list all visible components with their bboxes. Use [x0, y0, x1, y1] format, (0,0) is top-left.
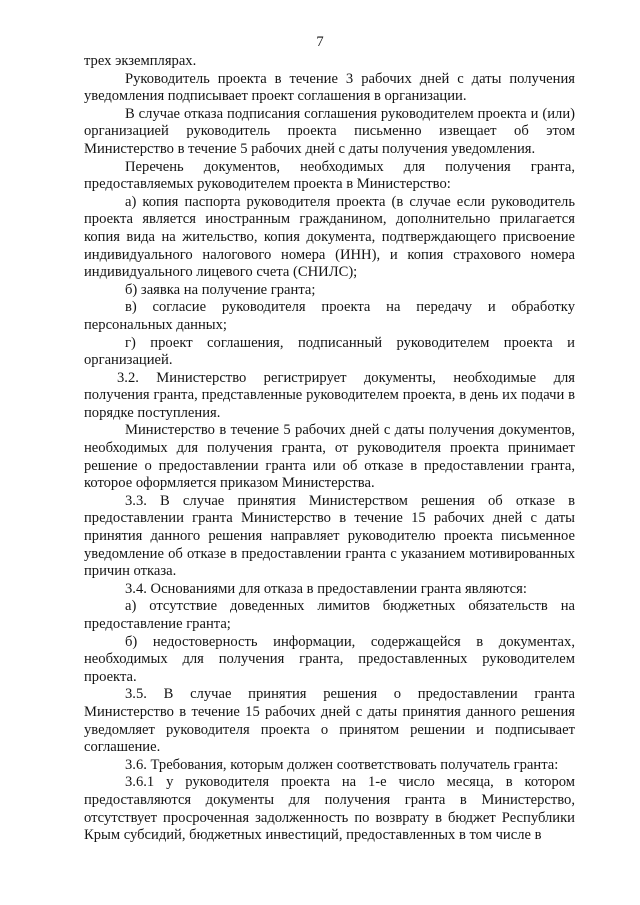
list-item: а) копия паспорта руководителя проекта (в случае если руководитель проекта является иностранным гражданином, дополнительно прилагается копия вида на жительство, копия документа, подтверждающего присвоение индивидуального налогового номера (ИНН), и копия страхового номера индивидуального лицевого счета (СНИЛС);	[84, 193, 575, 281]
document-body	[84, 53, 575, 845]
paragraph: В случае отказа подписания соглашения руководителем проекта и (или) организацией руководитель проекта письменно извещает об этом Министерство в течение 5 рабочих дней с даты получения уведомления.	[84, 105, 575, 157]
list-item: в) согласие руководителя проекта на передачу и обработку персональных данных;	[84, 299, 575, 333]
section-paragraph: 3.4. Основаниями для отказа в предоставлении гранта являются:	[125, 580, 527, 597]
paragraph: трех экземплярах.	[84, 53, 197, 69]
page-number: 7	[316, 34, 324, 50]
paragraph: Перечень документов, необходимых для получения гранта, предоставляемых руководителем проекта в Министерство:	[84, 158, 575, 193]
paragraph: Министерство в течение 5 рабочих дней с даты получения документов, необходимых для получения гранта, от руководителя проекта принимает решение о предоставлении гранта или об отказе в предоставлении гранта, которое оформляется приказом Министерства.	[84, 422, 575, 492]
section-paragraph: 3.6.1 у руководителя проекта на 1-е число месяца, в котором предоставляются документы для получения гранта в Министерство, отсутствует просроченная задолженность по возврату в бюджет Республики Крым субсидий, бюджетных инвестиций, предоставленных в том числе в	[84, 774, 575, 844]
list-item: б) недостоверность информации, содержащейся в документах, необходимых для получения гранта, предоставленных руководителем проекта.	[84, 633, 575, 685]
section-paragraph: 3.5. В случае принятия решения о предоставлении гранта Министерство в течение 15 рабочих дней с даты принятия данного решения уведомляет руководителя проекта о принятом решении и подписывает соглашение.	[84, 686, 575, 756]
list-item: г) проект соглашения, подписанный руководителем проекта и организацией.	[84, 334, 575, 369]
paragraph: Руководитель проекта в течение 3 рабочих дней с даты получения уведомления подписывает проект соглашения в организации.	[84, 70, 575, 105]
section-paragraph: 3.2. Министерство регистрирует документы, необходимые для получения гранта, представленные руководителем проекта, в день их подачи в порядке поступления.	[84, 369, 575, 421]
section-paragraph: 3.3. В случае принятия Министерством решения об отказе в предоставлении гранта Министерство в течение 15 рабочих дней с даты принятия данного решения направляет руководителю проекта письменное уведомление об отказе в предоставлении гранта с указанием мотивированных причин отказа.	[84, 492, 575, 580]
list-item: б) заявка на получение гранта;	[125, 281, 316, 298]
list-item: а) отсутствие доведенных лимитов бюджетных обязательств на предоставление гранта;	[84, 598, 575, 632]
section-paragraph: 3.6. Требования, которым должен соответствовать получатель гранта:	[125, 756, 559, 773]
